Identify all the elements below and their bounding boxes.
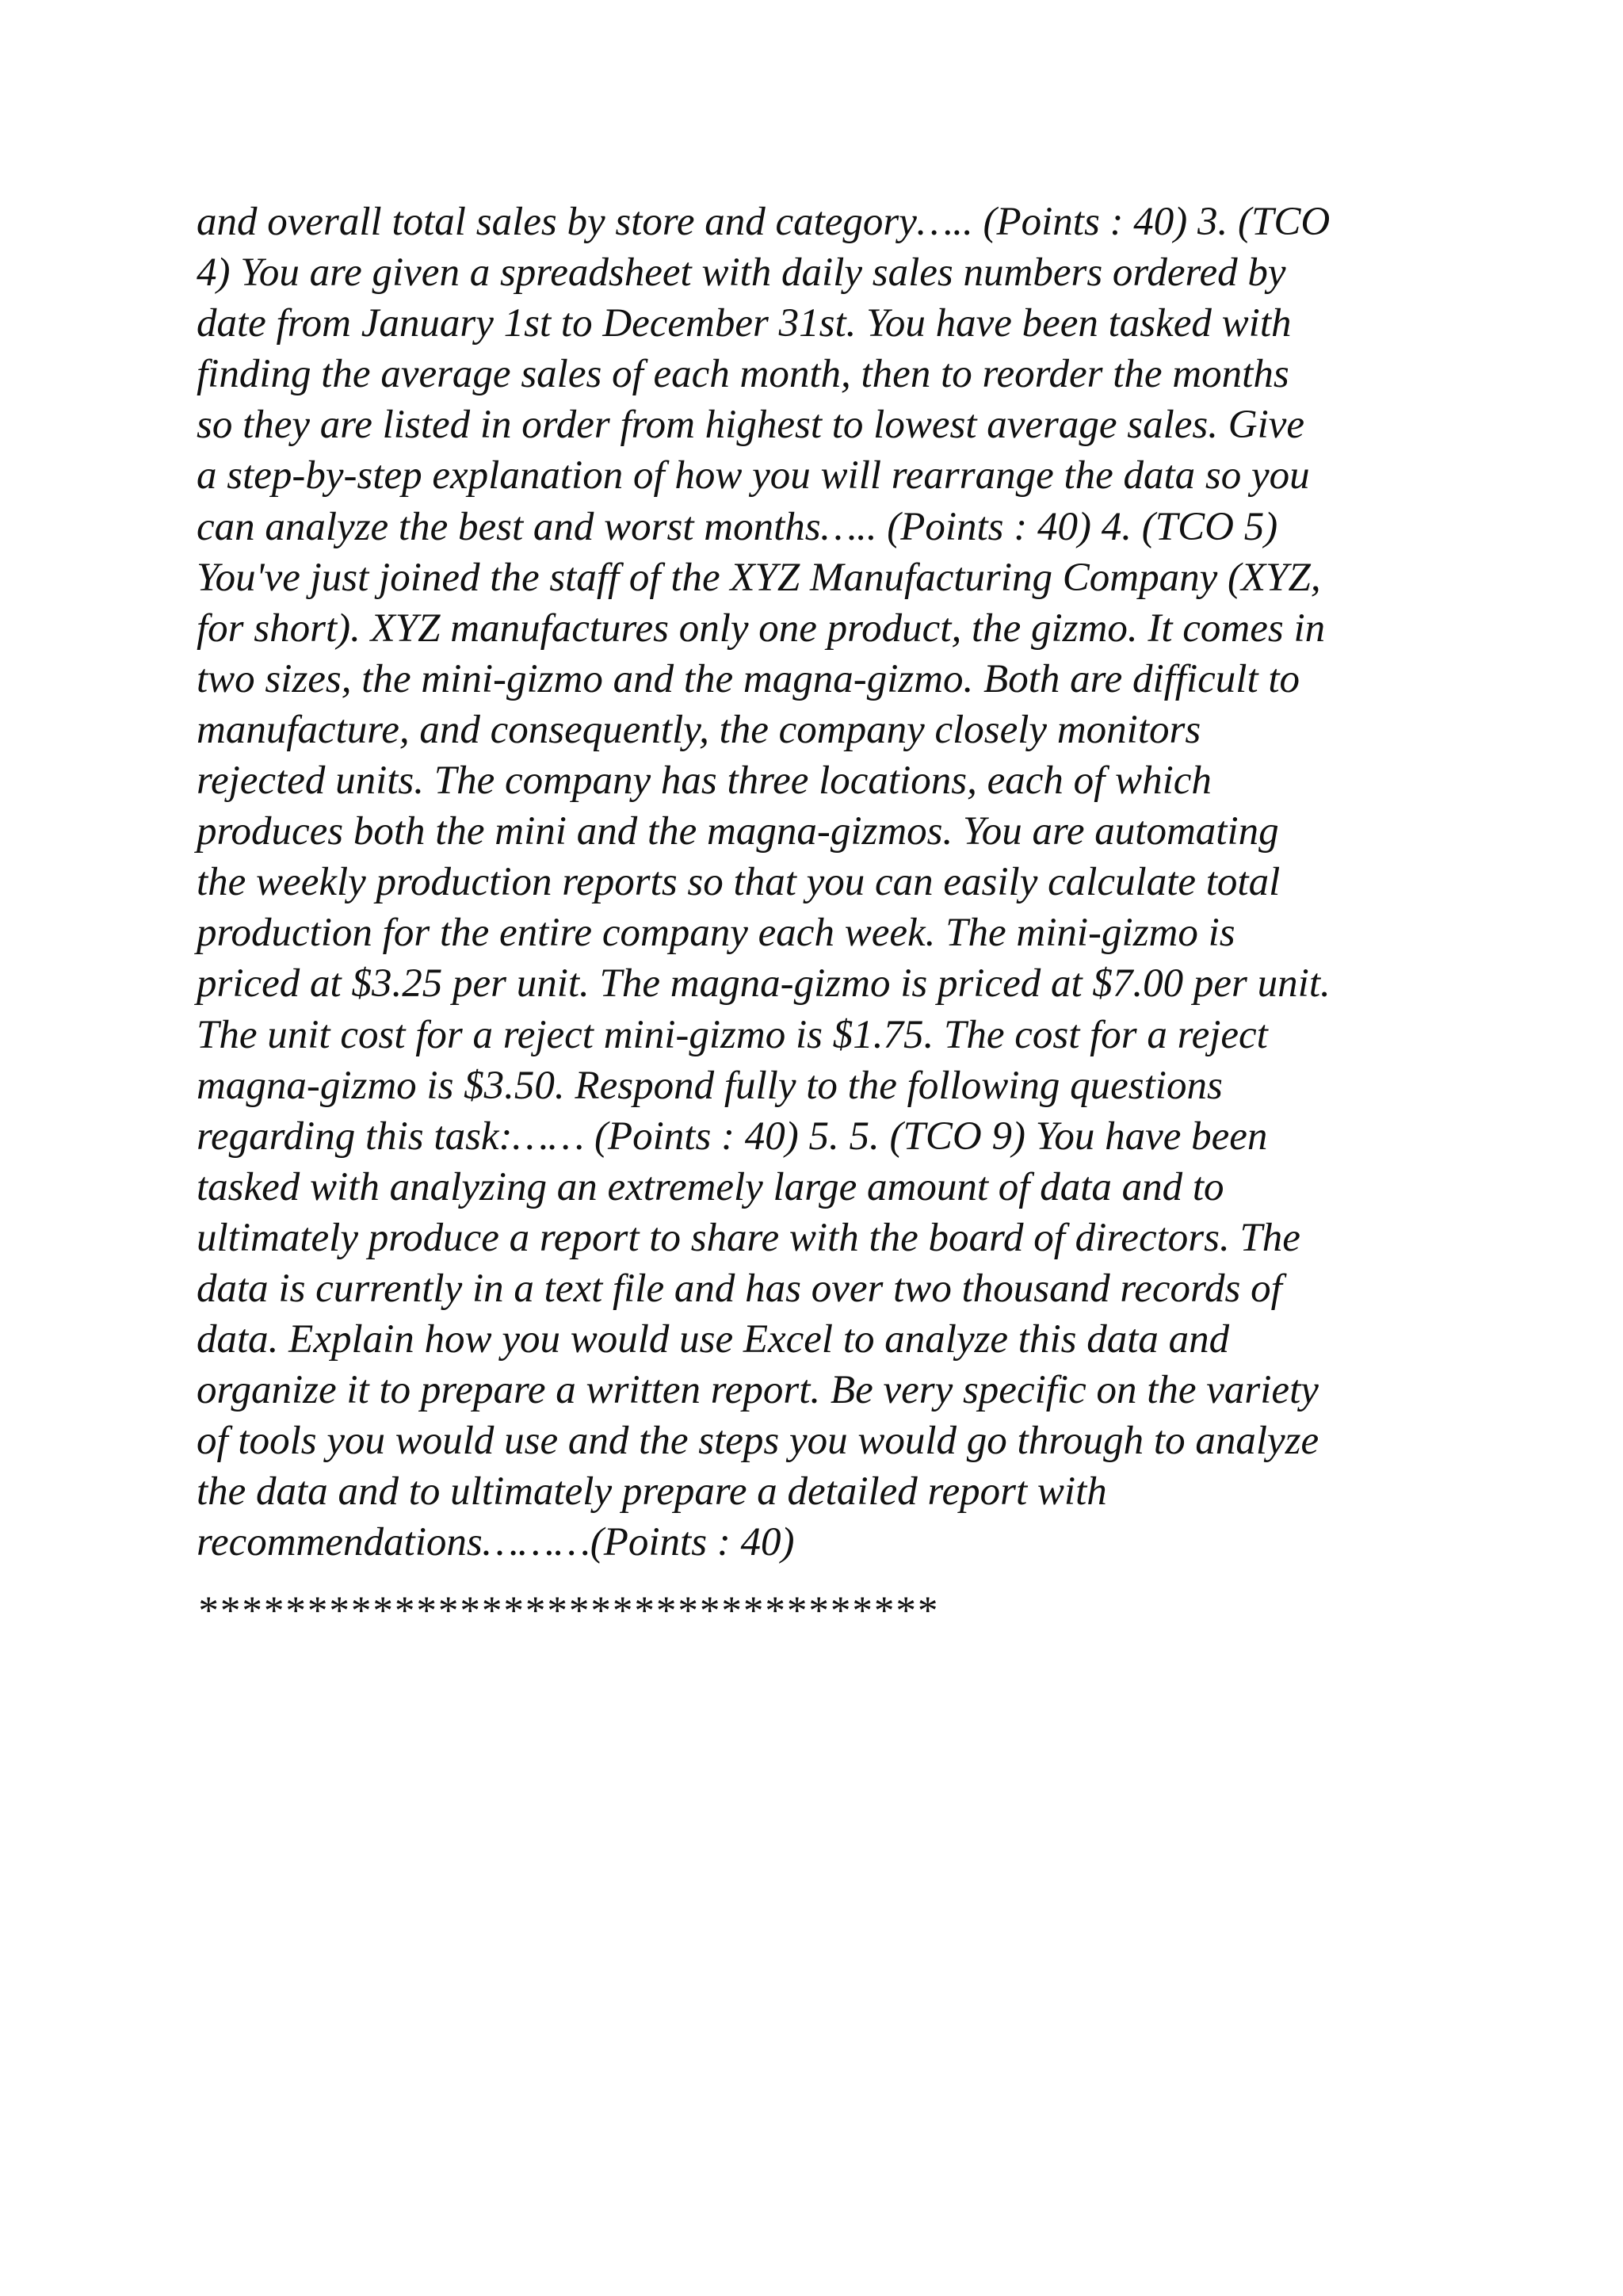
text-line-14: the weekly production reports so that you can easily calculate total [197, 860, 1281, 905]
text-line-22: data is currently in a text file and has over two thousand records of [197, 1266, 1282, 1311]
text-line-23: data. Explain how you would use Excel to analyze this data and [197, 1317, 1230, 1362]
text-line-24: organize it to prepare a written report. Be very specific on the variety [197, 1368, 1319, 1413]
asterisk-separator: ********************************** [197, 1589, 938, 1633]
text-line-10: two sizes, the mini-gizmo and the magna-gizmo. Both are difficult to [197, 656, 1300, 701]
text-line-12: rejected units. The company has three locations, each of which [197, 758, 1212, 804]
text-line-20: tasked with analyzing an extremely large amount of data and to [197, 1164, 1224, 1209]
text-line-25: of tools you would use and the steps you would go through to analyze [197, 1419, 1319, 1464]
text-line-8: You've just joined the staff of the XYZ Manufacturing Company (XYZ, [197, 555, 1321, 600]
text-line-26: the data and to ultimately prepare a detailed report with [197, 1469, 1107, 1515]
text-line-17: The unit cost for a reject mini-gizmo is $1.75. The cost for a reject [197, 1012, 1268, 1057]
document-body [197, 197, 1449, 1568]
text-line-6: a step-by-step explanation of how you will rearrange the data so you [197, 453, 1310, 499]
text-line-9: for short). XYZ manufactures only one product, the gizmo. It comes in [197, 606, 1326, 651]
text-line-21: ultimately produce a report to share with the board of directors. The [197, 1215, 1300, 1260]
text-line-2: 4) You are given a spreadsheet with daily sales numbers ordered by [197, 250, 1286, 296]
text-line-27: recommendations………(Points : 40) [197, 1520, 795, 1565]
text-line-19: regarding this task:…… (Points : 40) 5. 5. (TCO 9) You have been [197, 1114, 1268, 1159]
text-line-18: magna-gizmo is $3.50. Respond fully to the following questions [197, 1063, 1223, 1108]
text-line-3: date from January 1st to December 31st. You have been tasked with [197, 301, 1292, 346]
text-line-1: and overall total sales by store and category….. (Points : 40) 3. (TCO [197, 200, 1331, 244]
text-line-5: so they are listed in order from highest to lowest average sales. Give [197, 403, 1305, 448]
text-line-4: finding the average sales of each month, then to reorder the months [197, 352, 1289, 397]
text-line-15: production for the entire company each week. The mini-gizmo is [197, 911, 1235, 956]
text-line-16: priced at $3.25 per unit. The magna-gizmo is priced at $7.00 per unit. [197, 961, 1331, 1007]
text-line-11: manufacture, and consequently, the company closely monitors [197, 707, 1201, 752]
text-line-13: produces both the mini and the magna-gizmos. You are automating [197, 809, 1279, 854]
text-line-7: can analyze the best and worst months….. (Points : 40) 4. (TCO 5) [197, 504, 1278, 549]
